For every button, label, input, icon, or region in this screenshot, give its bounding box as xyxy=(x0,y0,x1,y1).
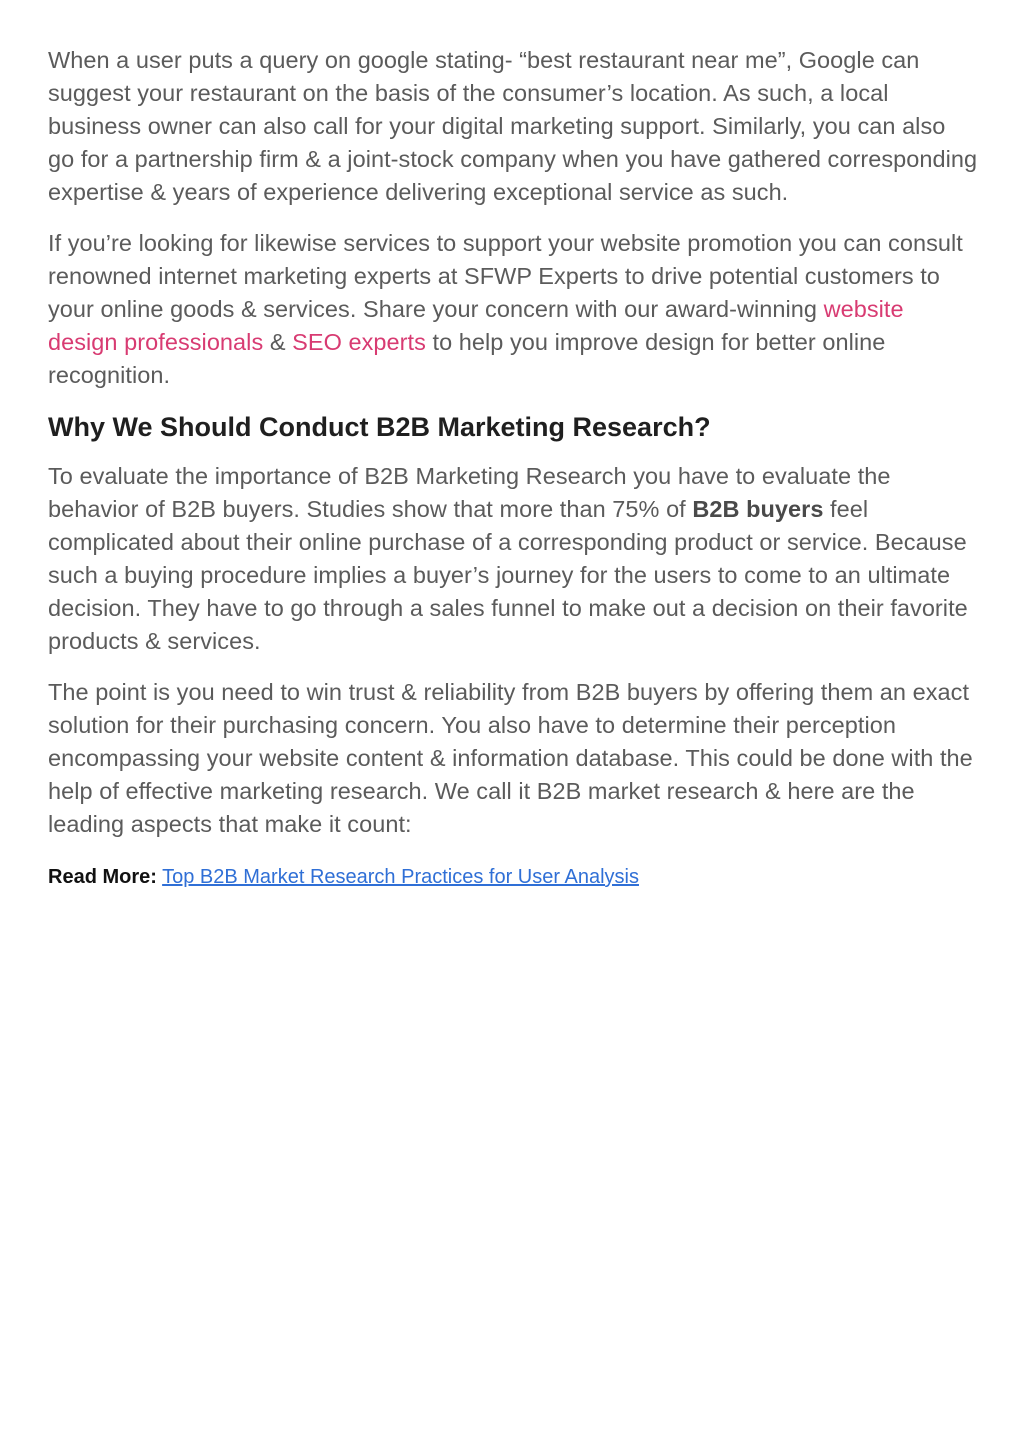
paragraph-local-search: When a user puts a query on google stating- “best restaurant near me”, Google can suggest your restaurant on the basis of the consumer’s location. As such, a local business owner can also call for your digital marketing support. Similarly, you can also go for a partnership firm & a joint-stock company when you have gathered corresponding expertise & years of experience delivering exceptional service as such. xyxy=(48,47,978,205)
paragraph-services-ampersand: & xyxy=(263,329,293,355)
read-more-label: Read More: xyxy=(48,866,157,888)
paragraph-b2b-buyers xyxy=(48,460,978,658)
section-heading: Why We Should Conduct B2B Marketing Research? xyxy=(48,412,711,442)
read-more-line xyxy=(48,863,978,891)
paragraph-services-text-start: If you’re looking for likewise services to support your website promotion you can consult renowned internet marketing experts at SFWP Experts to drive potential customers to your online goods & services. Share your concern with our award-winning xyxy=(48,230,963,322)
website-design-professionals-link[interactable]: website design professionals xyxy=(48,296,904,355)
paragraph-b2b-buyers-text-end: feel complicated about their online purchase of a corresponding product or service. Because such a buying procedure implies a buyer’s journey for the users to come to an ultimate decision. They have to go through a sales funnel to make out a decision on their favorite products & services. xyxy=(48,496,968,654)
paragraph-services xyxy=(48,227,978,392)
paragraph-trust: The point is you need to win trust & reliability from B2B buyers by offering them an exact solution for their purchasing concern. You also have to determine their perception encompassing your website content & information database. This could be done with the help of effective marketing research. We call it B2B market research & here are the leading aspects that make it count: xyxy=(48,679,973,837)
article-content xyxy=(48,44,978,891)
paragraph-b2b-buyers-text-start: To evaluate the importance of B2B Marketing Research you have to evaluate the behavior of B2B buyers. Studies show that more than 75% of xyxy=(48,463,891,522)
paragraph-services-text-end: to help you improve design for better online recognition. xyxy=(48,329,886,388)
seo-experts-link[interactable]: SEO experts xyxy=(292,329,426,355)
read-more-link[interactable]: Top B2B Market Research Practices for User Analysis xyxy=(162,866,639,888)
b2b-buyers-bold-text: B2B buyers xyxy=(692,496,824,522)
